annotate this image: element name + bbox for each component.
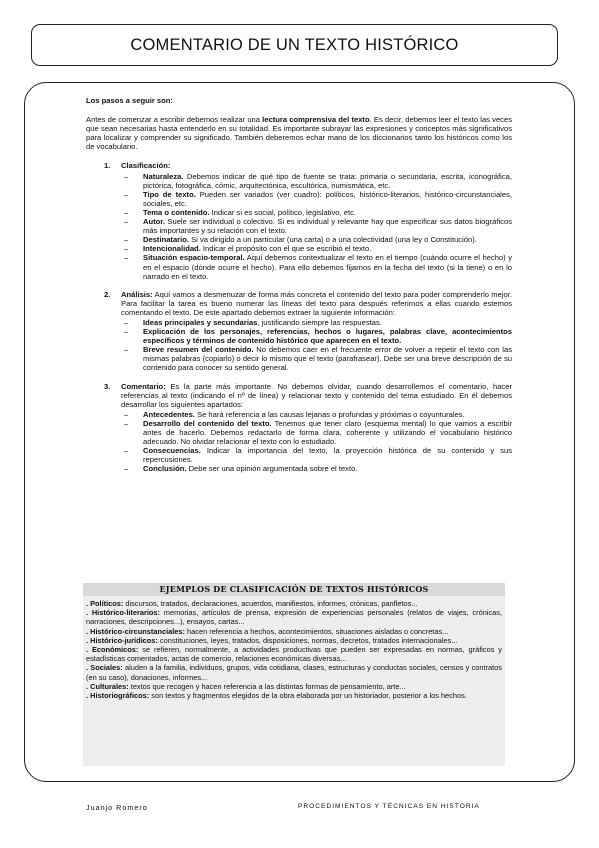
list-item-term: Antecedentes. xyxy=(143,409,195,419)
section-2 xyxy=(104,290,512,373)
list-item xyxy=(121,419,512,446)
example-desc: memorias, artículos de prensa, expresión de experiencias personales (relatos de viajes, crónicas, narraciones, descripciones...), ensayos, cartas... xyxy=(86,608,502,627)
list-item-term: Situación espacio-temporal. xyxy=(143,253,245,263)
list-item-text xyxy=(143,235,512,244)
section-items xyxy=(121,172,512,281)
example-term: . Historiográficos: xyxy=(86,691,150,701)
dash-bullet: – xyxy=(124,317,129,327)
example-term: . Sociales: xyxy=(86,663,123,673)
list-item-term: Intencionalidad. xyxy=(143,244,201,254)
list-item xyxy=(121,244,512,253)
example-item xyxy=(86,608,502,626)
list-item-text xyxy=(143,464,512,473)
list-item-term: Ideas principales y secundarias xyxy=(143,317,258,327)
dash-bullet: – xyxy=(124,446,129,456)
section-intro xyxy=(121,290,512,317)
section-number: 2. xyxy=(104,289,111,299)
list-item-term: Tipo de texto. xyxy=(143,189,196,199)
list-item-term: Autor. xyxy=(143,217,165,227)
dash-bullet: – xyxy=(124,217,129,227)
list-item xyxy=(121,208,512,217)
list-item-desc: Indicar si es social, político, legislativo, etc. xyxy=(209,207,356,217)
section-intro xyxy=(121,382,512,409)
list-item-desc: , justificando siempre las respuestas. xyxy=(257,317,382,327)
steps-title: Los pasos a seguir son: xyxy=(86,96,173,105)
dash-bullet: – xyxy=(124,464,129,474)
section-heading: Clasificación: xyxy=(121,161,171,171)
list-item-desc: Debe ser una opinión argumentada sobre el texto. xyxy=(186,464,358,474)
example-term: . Económicos: xyxy=(86,645,139,655)
section-items xyxy=(121,410,512,474)
example-item xyxy=(86,636,502,645)
list-item-text xyxy=(143,190,512,208)
dash-bullet: – xyxy=(124,171,129,181)
list-item-term: Tema o contenido. xyxy=(143,207,210,217)
list-item-term: Explicación de los personajes, referencias, hechos o lugares, palabras clave, acontecimientos específicos y términos de contenido histórico que aparecen en el texto. xyxy=(143,327,512,346)
dash-bullet: – xyxy=(124,189,129,199)
example-item xyxy=(86,645,502,663)
list-item-term: Desarrollo del contenido del texto. xyxy=(143,418,272,428)
dash-bullet: – xyxy=(124,418,129,428)
list-item-term: Naturaleza. xyxy=(143,171,184,181)
section-heading-row xyxy=(104,382,512,409)
example-item xyxy=(86,682,502,691)
list-item-desc: Si va dirigido a un particular (una carta) o a una colectividad (una ley o Constitución). xyxy=(189,235,477,245)
example-term: . Culturales: xyxy=(86,681,129,691)
dash-bullet: – xyxy=(124,327,129,337)
section-heading-row xyxy=(104,290,512,317)
dash-bullet: – xyxy=(124,207,129,217)
list-item xyxy=(121,446,512,464)
list-item-desc: Pueden ser variados (ver cuadro): políticos, histórico-literarios, histórico-circunstanciales, sociales, etc. xyxy=(143,189,512,208)
section-text: Es la parte más importante. No debemos olvidar, cuando desarrollemos el comentario, hacer referencias al texto (indicando el nº de línea) y relacionar texto y contenido del tema estudiado. En él debemos desarrollar los siguientes apartados: xyxy=(121,381,512,409)
list-item-text xyxy=(143,410,512,419)
list-item-term: Conclusión. xyxy=(143,464,187,474)
example-term: . Políticos: xyxy=(86,599,124,608)
example-item xyxy=(86,599,502,608)
list-item-text xyxy=(143,345,512,372)
example-desc: hacen referencia a hechos, acontecimientos, situaciones aisladas o concretas... xyxy=(184,626,449,636)
list-item xyxy=(121,318,512,327)
intro-text-post: . Es decir, debemos leer el texto las veces que sean necesarias hasta entenderlo en su totalidad. Es importante subrayar las expresiones y conceptos más significativos para localizar y comprender su significado. También deberemos echar mano de los diccionarios tanto los históricos como los de vocabulario. xyxy=(86,115,512,152)
section-items xyxy=(121,318,512,373)
list-item-desc: No debemos caer en el frecuente error de volver a repetir el texto con las mismas palabras (copiarlo) o decir lo mismo que el texto (parafrasear). Debe ser una breve descripción de su contenido para conocer su sentido general. xyxy=(143,345,512,373)
list-item-text xyxy=(143,172,512,190)
list-item xyxy=(121,464,512,473)
example-desc: son textos y fragmentos elegidos de la obra elaborada por un historiador, posterior a los hechos. xyxy=(149,691,467,701)
list-item-desc: Suele ser individual o colectivo. Si es individual y relevante hay que especificar sus datos biográficos más importantes y su relación con el texto. xyxy=(143,217,512,236)
list-item-term: Destinatario. xyxy=(143,235,189,245)
section-intro xyxy=(121,161,512,170)
intro-text-bold: lectura comprensiva del texto xyxy=(262,115,370,125)
list-item xyxy=(121,345,512,372)
list-item-text xyxy=(143,318,512,327)
footer-subject: PROCEDIMIENTOS Y TÉCNICAS EN HISTORIA xyxy=(298,803,480,810)
list-item xyxy=(121,327,512,345)
section-number: 1. xyxy=(104,161,111,171)
list-item xyxy=(121,217,512,235)
sections-list xyxy=(86,161,512,473)
dash-bullet: – xyxy=(124,409,129,419)
example-item xyxy=(86,691,502,700)
title-box xyxy=(31,24,558,66)
list-item xyxy=(121,410,512,419)
list-item xyxy=(121,172,512,190)
list-item-text xyxy=(143,217,512,235)
section-3 xyxy=(104,382,512,474)
list-item-desc: Debemos indicar de qué tipo de fuente se trata: primaria o secundaria, escrita, iconográfica, pictórica, fotográfica, cómic, arquitectónica, escultórica, numismática, etc. xyxy=(143,171,512,190)
list-item xyxy=(121,190,512,208)
list-item-term: Consecuencias. xyxy=(143,446,201,456)
section-heading: Análisis: xyxy=(121,289,153,299)
list-item-desc: Indicar la importancia del texto, la proyección histórica de su contenido y sus repercusiones. xyxy=(143,446,512,465)
list-item-text xyxy=(143,208,512,217)
list-item-desc: Tenemos que tener claro (esquema mental) lo que vamos a escribir antes de hacerlo. Debemos redactarlo de forma clara, coherente y utilizando el vocabulario histórico adecuado. No olvidar relacionar el texto con lo estudiado. xyxy=(143,418,512,447)
intro-text-pre: Antes de comenzar a escribir debemos realizar una xyxy=(86,115,263,125)
page-title: COMENTARIO DE UN TEXTO HISTÓRICO xyxy=(130,35,459,54)
example-term: . Histórico-jurídicos: xyxy=(86,635,158,645)
dash-bullet: – xyxy=(124,345,129,355)
section-number: 3. xyxy=(104,381,111,391)
section-heading: Comentario: xyxy=(121,381,166,391)
footer-author: Juanjo Romero xyxy=(86,803,148,812)
example-desc: constituciones, leyes, tratados, disposiciones, normas, decretos, tratados internacionales... xyxy=(157,635,458,645)
dash-bullet: – xyxy=(124,244,129,254)
list-item xyxy=(121,235,512,244)
example-term: . Histórico-literarios: xyxy=(86,608,161,618)
section-heading-row xyxy=(104,161,512,170)
example-item xyxy=(86,663,502,681)
section-1 xyxy=(104,161,512,280)
example-item xyxy=(86,627,502,636)
examples-box xyxy=(83,583,505,766)
example-desc: aluden a la familia, individuos, grupos, vida cotidiana, clases, estructuras y conductas sociales, censos y contratos (en su caso), donaciones, informes... xyxy=(86,663,502,682)
list-item-desc: Se hará referencia a las causas lejanas o profundas y próximas o coyunturales. xyxy=(194,409,465,419)
list-item-desc: Indicar el propósito con el que se escribió el texto. xyxy=(200,244,372,254)
list-item-text xyxy=(143,446,512,464)
list-item-desc: Aquí debemos contextualizar el texto en el tiempo (cuándo ocurre el hecho) y en el espacio (dónde ocurre el hecho). Para ello debemos fijarnos en la fecha del texto (si la tiene) o en lo narrado en el texto. xyxy=(143,253,513,281)
dash-bullet: – xyxy=(124,253,129,263)
intro-paragraph xyxy=(86,115,512,151)
list-item xyxy=(121,253,512,280)
example-desc: se refieren, normalmente, a actividades productivas que pueden ser expresadas en normas, gráficos y estadísticas comentados, actas de comercio, relaciones económicas diversas... xyxy=(86,645,502,664)
list-item-text xyxy=(143,419,512,446)
list-item-text xyxy=(143,327,512,345)
examples-body xyxy=(83,596,505,766)
example-desc: textos que recogen y hacen referencia a las distintas formas de pensamiento, arte... xyxy=(128,681,406,691)
example-term: . Histórico-circunstanciales: xyxy=(86,626,185,636)
list-item-text xyxy=(143,253,512,280)
main-content xyxy=(86,96,512,482)
examples-heading: EJEMPLOS DE CLASIFICACIÓN DE TEXTOS HISTÓRICOS xyxy=(83,583,505,596)
list-item-term: Breve resumen del contenido. xyxy=(143,345,254,355)
section-text: Aquí vamos a desmenuzar de forma más concreta el contenido del texto para poder comprenderlo mejor. Para facilitar la tarea es bueno numerar las líneas del texto para después referirnos a ellas cuando estemos comentando el texto. De este apartado debemos extraer la siguiente información: xyxy=(121,289,512,317)
dash-bullet: – xyxy=(124,235,129,245)
example-desc: discursos, tratados, declaraciones, acuerdos, manifiestos, informes, crónicas, panfletos... xyxy=(123,599,418,608)
list-item-text xyxy=(143,244,512,253)
